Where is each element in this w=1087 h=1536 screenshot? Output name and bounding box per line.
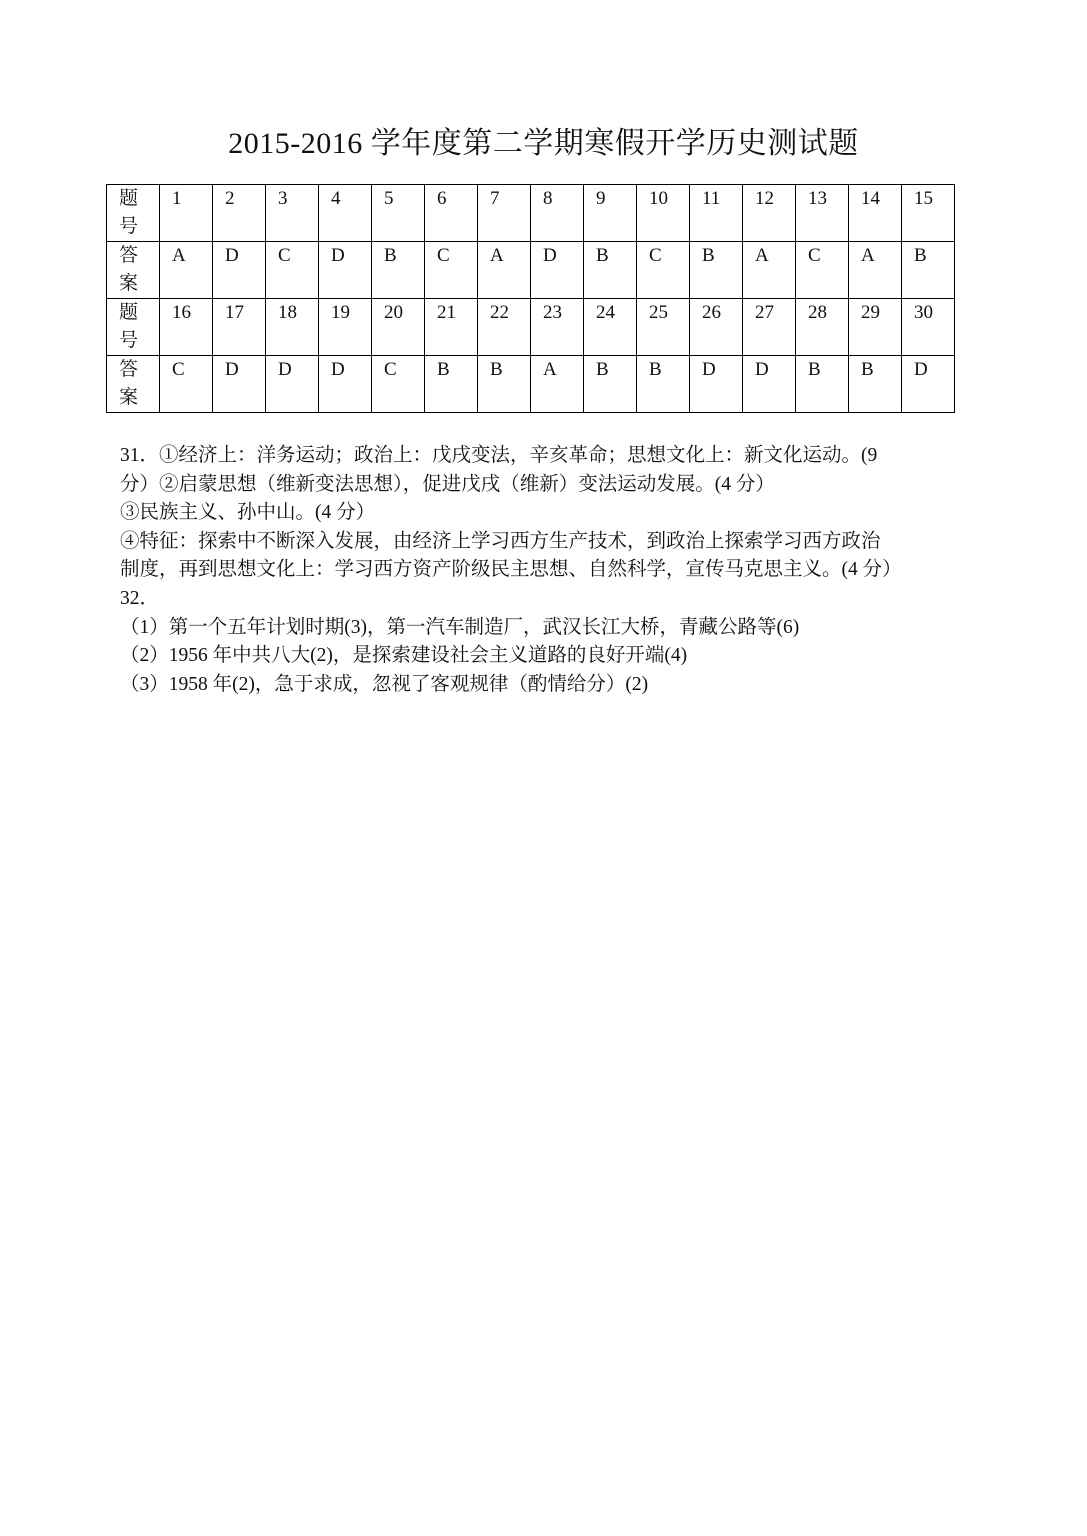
question-number-cell: 21 — [425, 299, 478, 356]
answer-cell: B — [372, 242, 425, 299]
answer-cell: D — [266, 356, 319, 413]
answer-text — [120, 442, 972, 699]
answer-header — [107, 242, 160, 299]
answer-cell: A — [160, 242, 213, 299]
answer-cell: A — [531, 356, 584, 413]
q31-line-2: 分）②启蒙思想（维新变法思想），促进戊戌（维新）变法运动发展。(4 分） — [120, 473, 775, 495]
question-number-row — [107, 299, 955, 356]
question-number-cell: 24 — [584, 299, 637, 356]
question-number-cell: 1 — [160, 185, 213, 242]
question-number-row — [107, 185, 955, 242]
answer-cell: D — [319, 242, 372, 299]
answer-cell: D — [213, 356, 266, 413]
answer-cell: C — [372, 356, 425, 413]
answer-cell: B — [637, 356, 690, 413]
answer-cell: A — [849, 242, 902, 299]
answer-header — [107, 356, 160, 413]
answer-cell: D — [902, 356, 955, 413]
question-number-header — [107, 185, 160, 242]
q31-line-5: 制度，再到思想文化上：学习西方资产阶级民主思想、自然科学，宣传马克思主义。(4 分） — [120, 559, 902, 581]
header-char: 号 — [119, 330, 139, 351]
question-number-cell: 16 — [160, 299, 213, 356]
answer-cell: C — [796, 242, 849, 299]
q32-part-2: （2）1956 年中共八大(2)，是探索建设社会主义道路的良好开端(4) — [120, 645, 688, 667]
answer-cell: A — [478, 242, 531, 299]
q31-line-1: 31．①经济上：洋务运动；政治上：戊戌变法，辛亥革命；思想文化上：新文化运动。(9 — [120, 445, 878, 466]
answer-cell: D — [319, 356, 372, 413]
answer-cell: B — [584, 242, 637, 299]
question-number-cell: 9 — [584, 185, 637, 242]
question-number-cell: 23 — [531, 299, 584, 356]
question-number-cell: 27 — [743, 299, 796, 356]
header-char: 案 — [119, 273, 139, 294]
question-number-cell: 12 — [743, 185, 796, 242]
q31-line-4: ④特征：探索中不断深入发展，由经济上学习西方生产技术，到政治上探索学习西方政治 — [120, 530, 881, 552]
header-char: 题 — [119, 302, 139, 323]
question-number-cell: 7 — [478, 185, 531, 242]
answer-cell: B — [902, 242, 955, 299]
question-number-cell: 17 — [213, 299, 266, 356]
header-char: 答 — [119, 359, 139, 380]
question-number-cell: 20 — [372, 299, 425, 356]
q32-label: 32． — [120, 587, 160, 609]
answer-cell: C — [637, 242, 690, 299]
answer-cell: D — [690, 356, 743, 413]
answer-row — [107, 356, 955, 413]
question-number-cell: 14 — [849, 185, 902, 242]
question-number-cell: 18 — [266, 299, 319, 356]
question-number-cell: 8 — [531, 185, 584, 242]
answer-cell: B — [425, 356, 478, 413]
q32-part-1: （1）第一个五年计划时期(3)，第一汽车制造厂，武汉长江大桥，青藏公路等(6) — [120, 616, 800, 638]
question-number-cell: 2 — [213, 185, 266, 242]
answer-cell: A — [743, 242, 796, 299]
question-number-cell: 29 — [849, 299, 902, 356]
answer-cell: D — [213, 242, 266, 299]
answer-cell: B — [796, 356, 849, 413]
question-number-cell: 11 — [690, 185, 743, 242]
answer-cell: C — [160, 356, 213, 413]
question-number-cell: 19 — [319, 299, 372, 356]
q32-part-3: （3）1958 年(2)，急于求成，忽视了客观规律（酌情给分）(2) — [120, 673, 649, 695]
question-number-header — [107, 299, 160, 356]
question-number-cell: 25 — [637, 299, 690, 356]
question-number-cell: 10 — [637, 185, 690, 242]
question-number-cell: 26 — [690, 299, 743, 356]
question-number-cell: 30 — [902, 299, 955, 356]
q31-line-3: ③民族主义、孙中山。(4 分） — [120, 502, 376, 524]
header-char: 题 — [119, 188, 139, 209]
question-number-cell: 4 — [319, 185, 372, 242]
answer-cell: C — [266, 242, 319, 299]
question-number-cell: 13 — [796, 185, 849, 242]
answer-cell: D — [743, 356, 796, 413]
answer-cell: C — [425, 242, 478, 299]
question-number-cell: 15 — [902, 185, 955, 242]
question-number-cell: 28 — [796, 299, 849, 356]
answer-cell: D — [531, 242, 584, 299]
question-number-cell: 3 — [266, 185, 319, 242]
answer-cell: B — [849, 356, 902, 413]
answer-cell: B — [584, 356, 637, 413]
question-number-cell: 22 — [478, 299, 531, 356]
page-title: 2015-2016 学年度第二学期寒假开学历史测试题 — [228, 127, 859, 160]
answer-table — [106, 184, 955, 413]
answer-cell: B — [478, 356, 531, 413]
header-char: 答 — [119, 245, 139, 266]
question-number-cell: 5 — [372, 185, 425, 242]
header-char: 案 — [119, 387, 139, 408]
answer-row — [107, 242, 955, 299]
header-char: 号 — [119, 216, 139, 237]
answer-cell: B — [690, 242, 743, 299]
question-number-cell: 6 — [425, 185, 478, 242]
